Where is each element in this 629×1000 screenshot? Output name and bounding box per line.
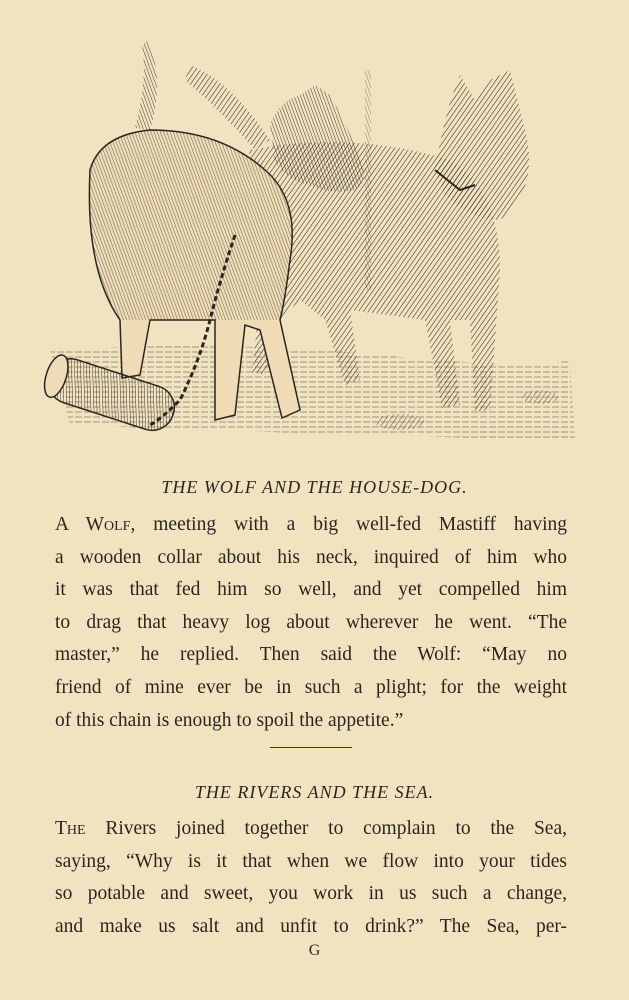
- story-title-rivers-and-sea: THE RIVERS AND THE SEA.: [194, 782, 435, 802]
- text-line: The Rivers joined together to complain to the Sea,: [55, 818, 567, 839]
- story-text-wolf-and-house-dog: [55, 509, 567, 737]
- signature-mark: G: [308, 942, 321, 959]
- text-line: friend of mine ever be in such a plight; for the weight: [55, 676, 567, 698]
- text-line: so potable and sweet, you work in us such a change,: [55, 883, 567, 905]
- text-line: and make us salt and unfit to drink?” The Sea, per-: [55, 915, 567, 937]
- text-line: it was that fed him so well, and yet compelled him: [55, 579, 567, 601]
- text-line: saying, “Why is it that when we flow into your tides: [55, 850, 567, 872]
- section-divider: [270, 747, 352, 748]
- story-title-wolf-and-house-dog: THE WOLF AND THE HOUSE-DOG.: [161, 477, 468, 497]
- text-line: of this chain is enough to spoil the appetite.”: [55, 709, 404, 731]
- text-line: A Wolf, meeting with a big well-fed Mastiff having: [55, 514, 567, 535]
- story-text-rivers-and-sea: [55, 813, 567, 943]
- wolf-and-dog-illustration: [30, 20, 585, 460]
- text-line: to drag that heavy log about wherever he went. “The: [55, 611, 567, 633]
- text-line: a wooden collar about his neck, inquired of him who: [55, 546, 567, 568]
- text-line: master,” he replied. Then said the Wolf: “May no: [55, 644, 567, 666]
